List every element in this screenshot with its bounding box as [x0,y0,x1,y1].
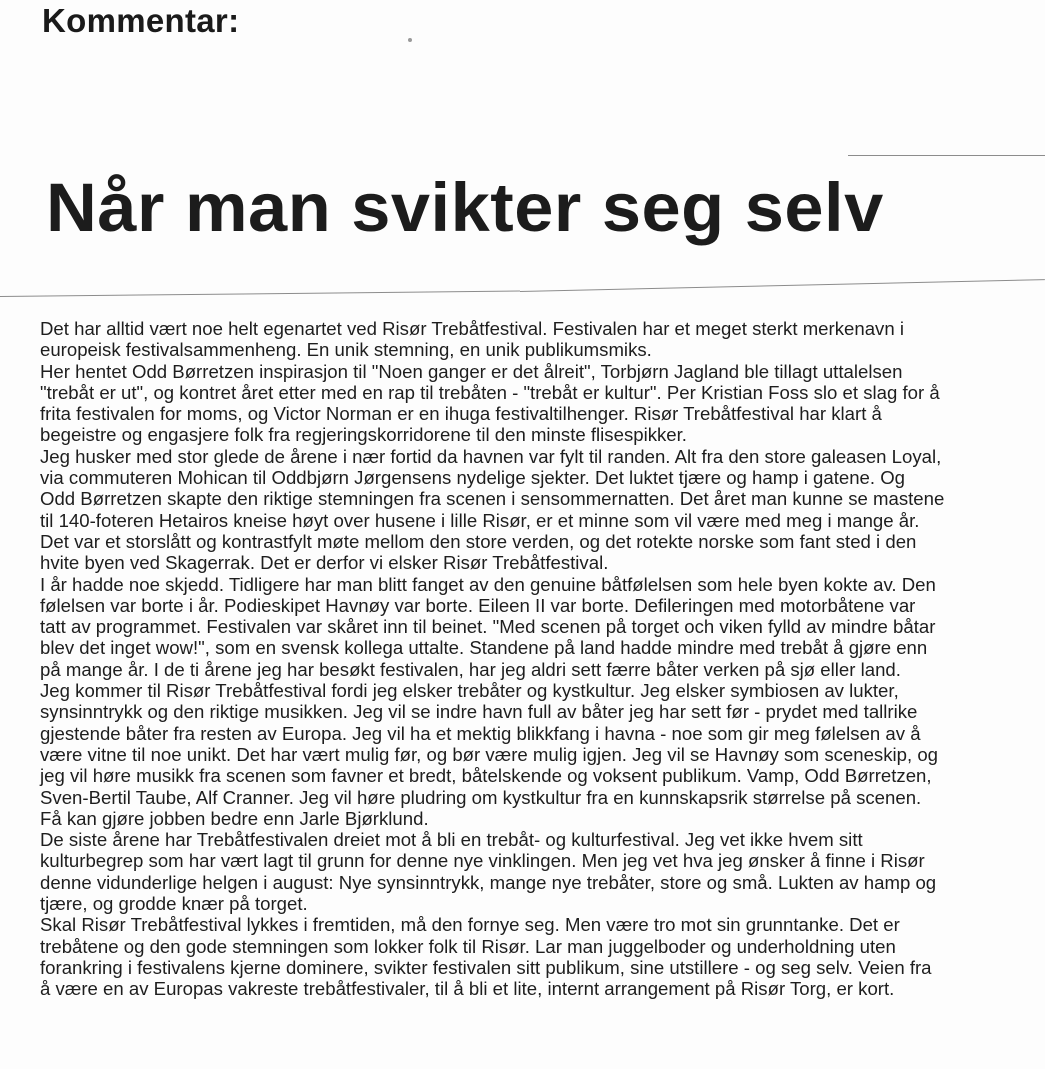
headline: Når man svikter seg selv [46,169,884,246]
body-line: Det var et storslått og kontrastfylt møte mellom den store verden, og det rotekte norske som fant sted i den [40,530,917,552]
body-line: Jeg husker med stor glede de årene i nær fortid da havnen var fylt til randen. Alt fra den store galeasen Loyal, [40,445,942,467]
headline-rule-bottom-left [0,291,520,297]
body-line: De siste årene har Trebåtfestivalen dreiet mot å bli en trebåt- og kulturfestival. Jeg vet ikke hvem sitt [40,829,863,851]
body-line: forankring i festivalens kjerne dominere, svikter festivalen sitt publikum, sine utstillere - og seg selv. Veien fra [40,956,932,978]
body-line: Jeg kommer til Risør Trebåtfestival fordi jeg elsker trebåter og kystkultur. Jeg elsker symbiosen av lukter, [40,680,899,702]
body-line: trebåtene og den gode stemningen som lokker folk til Risør. Lar man juggelboder og underholdning uten [40,935,896,957]
body-line: tatt av programmet. Festivalen var skåret inn til beinet. "Med scenen på torget och viken fylld av mindre båtar [40,616,936,638]
body-line: Det har alltid vært noe helt egenartet ved Risør Trebåtfestival. Festivalen har et meget sterkt merkenavn i [40,318,904,339]
kicker-label: Kommentar: [42,2,240,39]
scan-speck [408,38,412,42]
body-line: hvite byen ved Skagerrak. Det er derfor vi elsker Risør Trebåtfestival. [40,552,609,574]
body-line: blev det inget wow!", som en svensk kollega uttalte. Standene på land hadde mindre med trebåt å gjøre enn [40,637,928,659]
body-line: synsinntrykk og den riktige musikken. Jeg vil se indre havn full av båter jeg har sett før - prydet med tallrike [40,701,918,723]
body-line: denne vidunderlige helgen i august: Nye synsinntrykk, mange nye trebåter, store og små. Lukten av hamp og [40,871,937,893]
article-body [40,318,1040,1000]
body-line: til 140-foteren Hetairos kneise høyt over husene i lille Risør, er et minne som vil være med meg i mange år. [40,509,920,531]
body-line: europeisk festivalsammenheng. En unik stemning, en unik publikumsmiks. [40,339,652,361]
body-line: jeg vil høre musikk fra scenen som favner et bredt, båtelskende og voksent publikum. Vamp, Odd Børretzen, [40,765,932,787]
body-line: Sven-Bertil Taube, Alf Cranner. Jeg vil høre pludring om kystkultur fra en kunnskapsrik størrelse på scenen. [40,786,922,808]
headline-rule-top [848,155,1045,156]
body-line: Her hentet Odd Børretzen inspirasjon til "Noen ganger er det ålreit", Torbjørn Jagland ble tillagt uttalelsen [40,360,903,382]
body-line: å være en av Europas vakreste trebåtfestivaler, til å bli et lite, internt arrangement på Risør Torg, er kort. [40,978,895,1000]
body-line: Odd Børretzen skapte den riktige stemningen fra scenen i sensommernatten. Det året man kunne se mastene [40,488,945,510]
body-line: frita festivalen for moms, og Victor Norman er en ihuga festivaltilhenger. Risør Trebåtfestival har klart å [40,403,882,425]
body-line: følelsen var borte i år. Podieskipet Havnøy var borte. Eileen II var borte. Defileringen med motorbåtene var [40,594,916,616]
body-line: Skal Risør Trebåtfestival lykkes i fremtiden, må den fornye seg. Men være tro mot sin grunntanke. Det er [40,914,900,936]
body-line: Få kan gjøre jobben bedre enn Jarle Bjørklund. [40,807,429,829]
body-line: kulturbegrep som har vært lagt til grunn for denne nye vinklingen. Men jeg vet hva jeg ønsker å finne i Risør [40,850,925,872]
body-line: tjære, og grodde knær på torget. [40,893,308,915]
body-line: begeistre og engasjere folk fra regjeringskorridorene til den minste flisespikker. [40,424,687,446]
body-line: "trebåt er ut", og kontret året etter med en rap til trebåten - "trebåt er kultur". Per Kristian Foss slo et slag for å [40,381,940,403]
body-line: via commuteren Mohican til Oddbjørn Jørgensens nydelige sjekter. Det luktet tjære og hamp i gatene. Og [40,467,906,489]
body-line: gjestende båter fra resten av Europa. Jeg vil ha et mektig blikkfang i havna - noe som gir meg følelsen av å [40,722,921,744]
body-line: være vitne til noe unikt. Det har vært mulig før, og bør være mulig igjen. Jeg vil se Havnøy som sceneskip, og [40,743,939,765]
body-line: på mange år. I de ti årene jeg har besøkt festivalen, har jeg aldri sett færre båter verken på sjø eller land. [40,658,901,680]
headline-rule-bottom-right [520,279,1045,292]
body-line: I år hadde noe skjedd. Tidligere har man blitt fanget av den genuine båtfølelsen som hele byen kokte av. Den [40,573,936,595]
